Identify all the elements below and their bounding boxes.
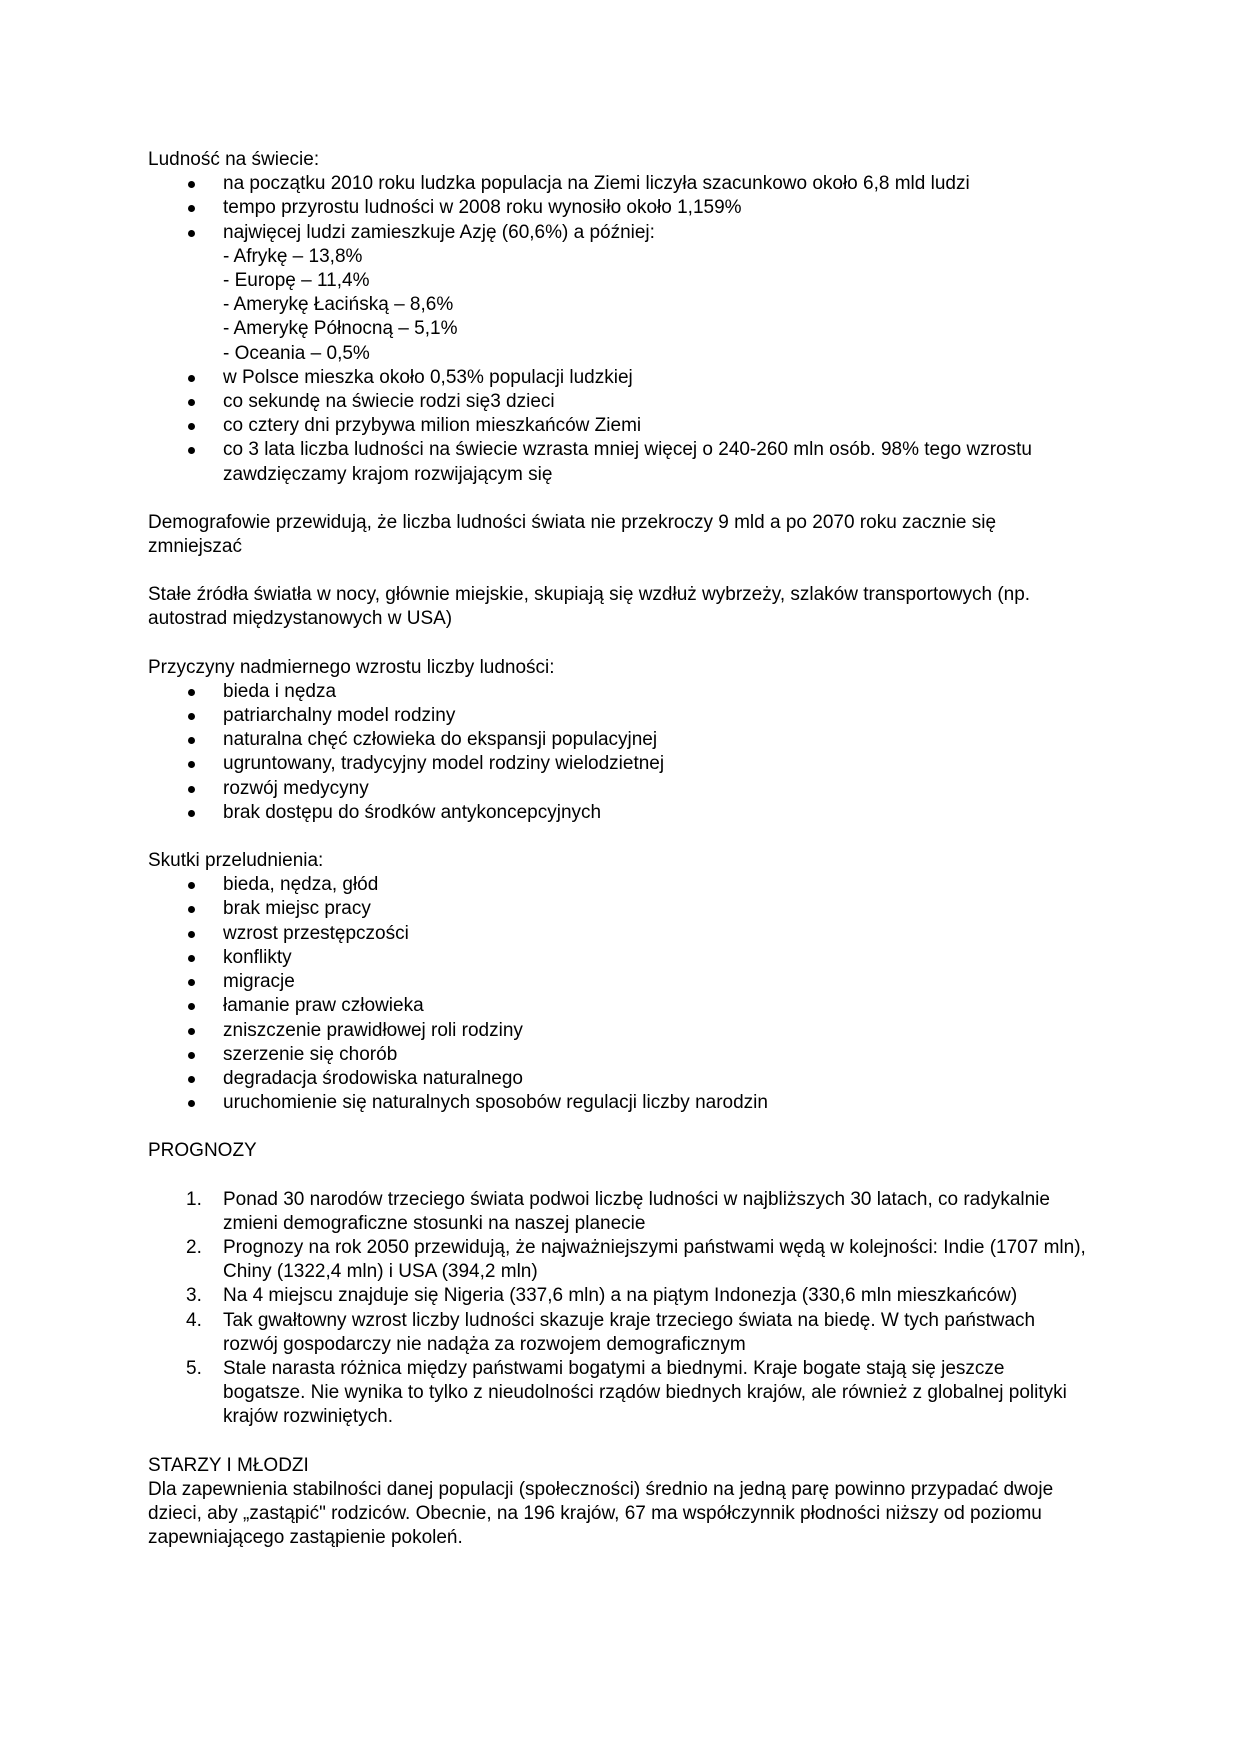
- list-item: patriarchalny model rodziny: [148, 704, 1088, 728]
- list-item: [148, 1309, 1088, 1357]
- starzy-heading: STARZY I MŁODZI: [148, 1454, 309, 1476]
- spacer: [148, 1164, 1088, 1188]
- list-item-text: Stale narasta różnica między państwami bogatymi a biednymi. Kraje bogate stają się jeszcze bogatsze. Nie wynika to tylko z nieudolności rządów biednych krajów, ale również z globalnej polityki krajów rozwiniętych.: [223, 1357, 1067, 1428]
- list-item: degradacja środowiska naturalnego: [148, 1067, 1088, 1091]
- starzy-paragraph: Dla zapewnienia stabilności danej populacji (społeczności) średnio na jedną parę powinno przypadać dwoje dzieci, aby „zastąpić" rodziców. Obecnie, na 196 krajów, 67 ma współczynnik płodności niższy od poziomu zapewniającego zastąpienie pokoleń.: [148, 1478, 1054, 1549]
- list-item: naturalna chęć człowieka do ekspansji populacyjnej: [148, 728, 1088, 752]
- list-item: [148, 1357, 1088, 1430]
- forecast-section: [148, 511, 1088, 559]
- list-item: bieda, nędza, głód: [148, 873, 1088, 897]
- population-list: [148, 172, 1088, 487]
- list-item: łamanie praw człowieka: [148, 994, 1088, 1018]
- list-item: brak dostępu do środków antykoncepcyjnych: [148, 801, 1088, 825]
- population-section: [148, 148, 1088, 487]
- document-page: [148, 148, 1088, 1550]
- population-heading: Ludność na świecie:: [148, 149, 320, 170]
- effects-heading: Skutki przeludnienia:: [148, 850, 324, 872]
- list-item: co 3 lata liczba ludności na świecie wzrasta mniej więcej o 240-260 mln osób. 98% tego wzrostu zawdzięczamy krajom rozwijającym się: [148, 438, 1088, 486]
- list-item: bieda i nędza: [148, 680, 1088, 704]
- list-item-text: Tak gwałtowny wzrost liczby ludności skazuje kraje trzeciego świata na biedę. W tych państwach rozwój gospodarczy nie nadąża za rozwojem demograficznym: [223, 1309, 1036, 1355]
- list-item-text: Ponad 30 narodów trzeciego świata podwoi liczbę ludności w najbliższych 30 latach, co radykalnie zmieni demograficzne stosunki na naszej planecie: [223, 1188, 1050, 1234]
- list-item: szerzenie się chorób: [148, 1043, 1088, 1067]
- continent-latin-america: - Amerykę Łacińską – 8,6%: [223, 294, 454, 316]
- prognozy-list: [148, 1188, 1088, 1430]
- list-number: 4.: [186, 1309, 202, 1331]
- list-item: tempo przyrostu ludności w 2008 roku wynosiło około 1,159%: [148, 196, 1088, 220]
- continent-oceania: - Oceania – 0,5%: [223, 342, 370, 364]
- causes-list: [148, 680, 1088, 825]
- list-item-text: najwięcej ludzi zamieszkuje Azję (60,6%) a później:: [223, 221, 655, 243]
- list-item: [148, 1188, 1088, 1236]
- continent-europe: - Europę – 11,4%: [223, 270, 370, 292]
- list-item-text: Prognozy na rok 2050 przewidują, że najważniejszymi państwami wędą w kolejności: Indie (1707 mln), Chiny (1322,4 mln) i USA (394,2 mln): [223, 1236, 1086, 1283]
- lights-section: [148, 583, 1088, 631]
- list-number: 5.: [186, 1357, 202, 1379]
- forecast-paragraph: Demografowie przewidują, że liczba ludności świata nie przekroczy 9 mld a po 2070 roku zacznie się zmniejszać: [148, 511, 997, 558]
- prognozy-heading: PROGNOZY: [148, 1140, 257, 1162]
- list-number: 3.: [186, 1285, 202, 1307]
- list-item: [148, 1236, 1088, 1284]
- list-item: brak miejsc pracy: [148, 897, 1088, 921]
- list-item: w Polsce mieszka około 0,53% populacji ludzkiej: [148, 366, 1088, 390]
- effects-list: [148, 873, 1088, 1115]
- continent-africa: - Afrykę – 13,8%: [223, 245, 363, 267]
- list-number: 2.: [186, 1236, 202, 1258]
- list-item: na początku 2010 roku ludzka populacja na Ziemi liczyła szacunkowo około 6,8 mld ludzi: [148, 172, 1088, 196]
- list-item: [148, 221, 1088, 366]
- list-item: migracje: [148, 970, 1088, 994]
- list-item: co sekundę na świecie rodzi się3 dzieci: [148, 390, 1088, 414]
- list-item: rozwój medycyny: [148, 777, 1088, 801]
- continent-north-america: - Amerykę Północną – 5,1%: [223, 318, 458, 340]
- list-item: wzrost przestępczości: [148, 922, 1088, 946]
- lights-paragraph: Stałe źródła światła w nocy, głównie miejskie, skupiają się wzdłuż wybrzeży, szlaków transportowych (np. autostrad międzystanowych w USA): [148, 584, 1031, 630]
- list-item: uruchomienie się naturalnych sposobów regulacji liczby narodzin: [148, 1091, 1088, 1115]
- list-item-text: Na 4 miejscu znajduje się Nigeria (337,6 mln) a na piątym Indonezja (330,6 mln mieszkańców): [223, 1285, 1018, 1307]
- causes-section: [148, 656, 1088, 825]
- list-item: ugruntowany, tradycyjny model rodziny wielodzietnej: [148, 752, 1088, 776]
- list-item: zniszczenie prawidłowej roli rodziny: [148, 1019, 1088, 1043]
- list-number: 1.: [186, 1188, 202, 1210]
- list-item: co cztery dni przybywa milion mieszkańców Ziemi: [148, 414, 1088, 438]
- causes-heading: Przyczyny nadmiernego wzrostu liczby ludności:: [148, 656, 555, 678]
- starzy-section: [148, 1454, 1088, 1551]
- prognozy-section: [148, 1139, 1088, 1429]
- effects-section: [148, 849, 1088, 1115]
- list-item: [148, 1284, 1088, 1308]
- list-item: konflikty: [148, 946, 1088, 970]
